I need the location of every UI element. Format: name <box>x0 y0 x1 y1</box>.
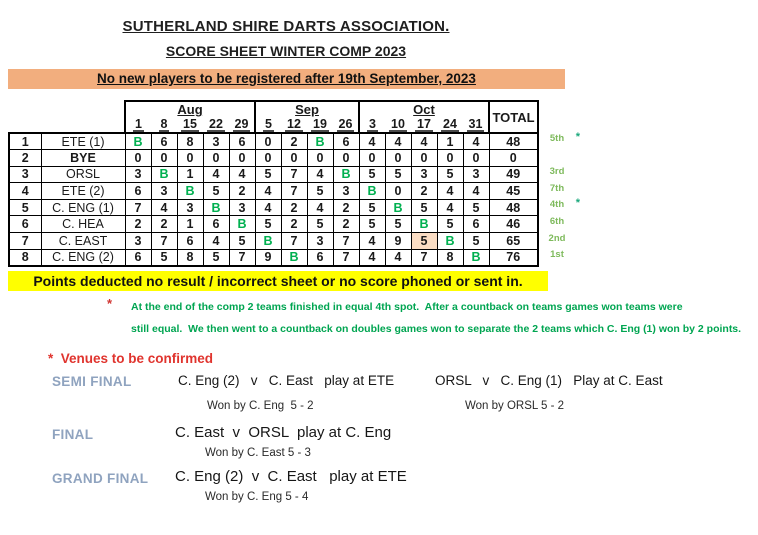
score-cell: 6 <box>151 133 177 150</box>
team-name: ETE (1) <box>41 133 125 150</box>
score-cell: 1 <box>177 216 203 233</box>
score-cell: 7 <box>333 249 359 266</box>
score-cell: 6 <box>125 249 151 266</box>
score-cell: 4 <box>307 166 333 183</box>
page-header <box>0 18 572 59</box>
score-cell: 4 <box>151 199 177 216</box>
association-title: SUTHERLAND SHIRE DARTS ASSOCIATION. <box>122 18 450 35</box>
score-cell: 7 <box>125 199 151 216</box>
date-header: 1 <box>125 117 151 133</box>
score-cell: 5 <box>359 166 385 183</box>
bye-cell: B <box>177 183 203 200</box>
rank-label: 6th <box>549 215 565 227</box>
score-cell: 4 <box>255 183 281 200</box>
rank-column <box>540 131 580 264</box>
score-cell: 5 <box>307 216 333 233</box>
row-number: 1 <box>9 133 41 150</box>
team-name: C. ENG (2) <box>41 249 125 266</box>
score-cell: 6 <box>229 133 255 150</box>
date-header: 26 <box>333 117 359 133</box>
bye-cell: B <box>125 133 151 150</box>
score-cell: 0 <box>177 150 203 167</box>
rank-label: 4th * <box>549 197 580 211</box>
score-cell: 3 <box>333 183 359 200</box>
score-cell: 0 <box>255 150 281 167</box>
total-cell: 76 <box>489 249 538 266</box>
score-cell: 0 <box>437 150 463 167</box>
score-cell: 2 <box>411 183 437 200</box>
score-cell: 5 <box>437 166 463 183</box>
total-cell: 65 <box>489 233 538 250</box>
month-header-sep: Sep <box>255 101 359 117</box>
score-cell: 3 <box>203 133 229 150</box>
score-cell: 0 <box>255 133 281 150</box>
score-cell: 7 <box>281 166 307 183</box>
bye-cell: B <box>281 249 307 266</box>
semi-final-label: SEMI FINAL <box>52 374 132 389</box>
score-cell: 0 <box>281 150 307 167</box>
month-header-aug: Aug <box>125 101 255 117</box>
score-cell: 6 <box>177 233 203 250</box>
score-cell: 2 <box>333 199 359 216</box>
bye-cell: B <box>333 166 359 183</box>
grand-final-result: Won by C. Eng 5 - 4 <box>205 491 309 503</box>
registration-banner <box>8 69 565 89</box>
team-name: C. HEA <box>41 216 125 233</box>
bye-cell: B <box>385 199 411 216</box>
row-number: 5 <box>9 199 41 216</box>
score-cell: 3 <box>125 166 151 183</box>
rank-label: 2nd <box>548 232 566 244</box>
semi-final-match-2: ORSL v C. Eng (1) Play at C. East <box>435 373 663 388</box>
score-cell: 5 <box>463 233 489 250</box>
total-cell: 49 <box>489 166 538 183</box>
score-cell: 5 <box>307 183 333 200</box>
countback-note-line2: still equal. We then went to a countback on doubles games won to separate the 2 teams which C. Eng (1) won by 2 points. <box>131 323 742 335</box>
score-cell: 3 <box>411 166 437 183</box>
score-cell: 4 <box>359 249 385 266</box>
rank-asterisk: * <box>575 131 580 143</box>
row-number: 2 <box>9 150 41 167</box>
total-cell: 0 <box>489 150 538 167</box>
registration-banner-text: No new players to be registered after 19th September, 2023 <box>97 71 476 86</box>
venues-note: * Venues to be confirmed <box>48 351 214 366</box>
rank-asterisk: * <box>575 197 580 210</box>
row-number: 8 <box>9 249 41 266</box>
note-asterisk: * <box>107 296 113 311</box>
score-cell: 0 <box>463 150 489 167</box>
sheet-title: SCORE SHEET WINTER COMP 2023 <box>165 43 407 59</box>
bye-cell: B <box>307 133 333 150</box>
date-header: 24 <box>437 117 463 133</box>
score-cell: 0 <box>229 150 255 167</box>
score-cell: 3 <box>125 233 151 250</box>
semi-final-match-1: C. Eng (2) v C. East play at ETE <box>178 373 395 388</box>
bye-cell: B <box>255 233 281 250</box>
corner-blank <box>41 117 125 133</box>
score-cell: 1 <box>437 133 463 150</box>
score-cell: 5 <box>411 233 437 250</box>
table-row <box>9 249 538 266</box>
final-result: Won by C. East 5 - 3 <box>205 447 311 459</box>
total-cell: 48 <box>489 199 538 216</box>
rank-label: 7th <box>549 182 565 194</box>
score-cell: 0 <box>333 150 359 167</box>
date-header: 5 <box>255 117 281 133</box>
total-column-header: TOTAL <box>489 101 538 133</box>
date-header: 29 <box>229 117 255 133</box>
bye-cell: B <box>411 216 437 233</box>
date-header: 3 <box>359 117 385 133</box>
row-number: 3 <box>9 166 41 183</box>
date-header: 10 <box>385 117 411 133</box>
table-row <box>9 133 538 150</box>
score-cell: 7 <box>281 233 307 250</box>
grand-final-match: C. Eng (2) v C. East play at ETE <box>175 468 407 485</box>
score-cell: 0 <box>203 150 229 167</box>
score-cell: 3 <box>229 199 255 216</box>
points-banner-text: Points deducted no result / incorrect sheet or no score phoned or sent in. <box>33 273 523 289</box>
grand-final-label: GRAND FINAL <box>52 471 149 486</box>
score-cell: 5 <box>255 216 281 233</box>
score-cell: 0 <box>125 150 151 167</box>
date-header: 31 <box>463 117 489 133</box>
date-header: 22 <box>203 117 229 133</box>
team-name: BYE <box>41 150 125 167</box>
rank-label <box>540 148 574 165</box>
score-cell: 5 <box>463 199 489 216</box>
score-cell: 0 <box>151 150 177 167</box>
score-cell: 4 <box>385 133 411 150</box>
score-cell: 7 <box>229 249 255 266</box>
bye-cell: B <box>437 233 463 250</box>
score-cell: 5 <box>359 199 385 216</box>
bye-cell: B <box>359 183 385 200</box>
dates-row <box>9 117 538 133</box>
score-cell: 4 <box>411 133 437 150</box>
score-cell: 8 <box>177 249 203 266</box>
score-cell: 5 <box>229 233 255 250</box>
bye-cell: B <box>229 216 255 233</box>
score-cell: 4 <box>307 199 333 216</box>
semi-final-result-1: Won by C. Eng 5 - 2 <box>207 400 314 412</box>
row-number: 7 <box>9 233 41 250</box>
corner-blank <box>41 101 125 117</box>
score-cell: 0 <box>385 183 411 200</box>
date-header: 15 <box>177 117 203 133</box>
semi-final-result-2: Won by ORSL 5 - 2 <box>465 400 565 412</box>
score-cell: 4 <box>203 166 229 183</box>
score-cell: 5 <box>151 249 177 266</box>
table-row <box>9 216 538 233</box>
score-cell: 5 <box>203 249 229 266</box>
months-row <box>9 101 538 117</box>
rank-label: 5th * <box>549 131 580 144</box>
team-name: C. EAST <box>41 233 125 250</box>
score-cell: 4 <box>463 183 489 200</box>
points-banner <box>8 271 548 291</box>
team-name: C. ENG (1) <box>41 199 125 216</box>
score-cell: 2 <box>333 216 359 233</box>
row-number: 6 <box>9 216 41 233</box>
final-label: FINAL <box>52 427 94 442</box>
score-cell: 5 <box>203 183 229 200</box>
score-cell: 7 <box>281 183 307 200</box>
score-cell: 6 <box>463 216 489 233</box>
month-header-oct: Oct <box>359 101 489 117</box>
date-header: 17 <box>411 117 437 133</box>
score-cell: 6 <box>203 216 229 233</box>
score-cell: 2 <box>151 216 177 233</box>
score-cell: 3 <box>177 199 203 216</box>
countback-note-line1: At the end of the comp 2 teams finished in equal 4th spot. After a countback on teams games won teams were <box>131 301 683 313</box>
score-cell: 7 <box>333 233 359 250</box>
corner-blank <box>9 117 41 133</box>
score-cell: 7 <box>411 249 437 266</box>
total-cell: 45 <box>489 183 538 200</box>
score-cell: 9 <box>255 249 281 266</box>
score-cell: 4 <box>437 183 463 200</box>
row-number: 4 <box>9 183 41 200</box>
score-cell: 7 <box>151 233 177 250</box>
table-row <box>9 199 538 216</box>
rank-label: 3rd <box>549 166 565 178</box>
score-cell: 4 <box>229 166 255 183</box>
bye-cell: B <box>463 249 489 266</box>
table-row <box>9 183 538 200</box>
date-header: 8 <box>151 117 177 133</box>
score-cell: 8 <box>177 133 203 150</box>
score-cell: 4 <box>437 199 463 216</box>
score-cell: 3 <box>151 183 177 200</box>
score-cell: 1 <box>177 166 203 183</box>
bye-cell: B <box>151 166 177 183</box>
score-cell: 4 <box>359 133 385 150</box>
total-cell: 48 <box>489 133 538 150</box>
score-cell: 4 <box>463 133 489 150</box>
final-match: C. East v ORSL play at C. Eng <box>175 424 392 441</box>
table-row <box>9 233 538 250</box>
score-cell: 5 <box>255 166 281 183</box>
score-cell: 8 <box>437 249 463 266</box>
score-cell: 2 <box>281 199 307 216</box>
score-cell: 5 <box>385 216 411 233</box>
score-cell: 4 <box>359 233 385 250</box>
score-cell: 9 <box>385 233 411 250</box>
corner-blank <box>9 101 41 117</box>
rank-label: 1st <box>550 249 564 261</box>
total-cell: 46 <box>489 216 538 233</box>
score-cell: 6 <box>125 183 151 200</box>
date-header: 12 <box>281 117 307 133</box>
score-cell: 0 <box>385 150 411 167</box>
score-cell: 5 <box>359 216 385 233</box>
bye-cell: B <box>203 199 229 216</box>
table-row <box>9 166 538 183</box>
score-cell: 2 <box>281 216 307 233</box>
team-name: ETE (2) <box>41 183 125 200</box>
score-cell: 4 <box>385 249 411 266</box>
score-table <box>8 100 539 267</box>
score-cell: 4 <box>255 199 281 216</box>
score-cell: 0 <box>359 150 385 167</box>
score-cell: 3 <box>463 166 489 183</box>
score-cell: 2 <box>281 133 307 150</box>
score-cell: 4 <box>203 233 229 250</box>
score-cell: 5 <box>385 166 411 183</box>
date-header: 19 <box>307 117 333 133</box>
score-cell: 0 <box>411 150 437 167</box>
score-cell: 2 <box>125 216 151 233</box>
score-cell: 0 <box>307 150 333 167</box>
score-cell: 3 <box>307 233 333 250</box>
score-cell: 6 <box>307 249 333 266</box>
score-cell: 2 <box>229 183 255 200</box>
score-cell: 6 <box>333 133 359 150</box>
score-cell: 5 <box>437 216 463 233</box>
score-cell: 5 <box>411 199 437 216</box>
team-name: ORSL <box>41 166 125 183</box>
table-row <box>9 150 538 167</box>
